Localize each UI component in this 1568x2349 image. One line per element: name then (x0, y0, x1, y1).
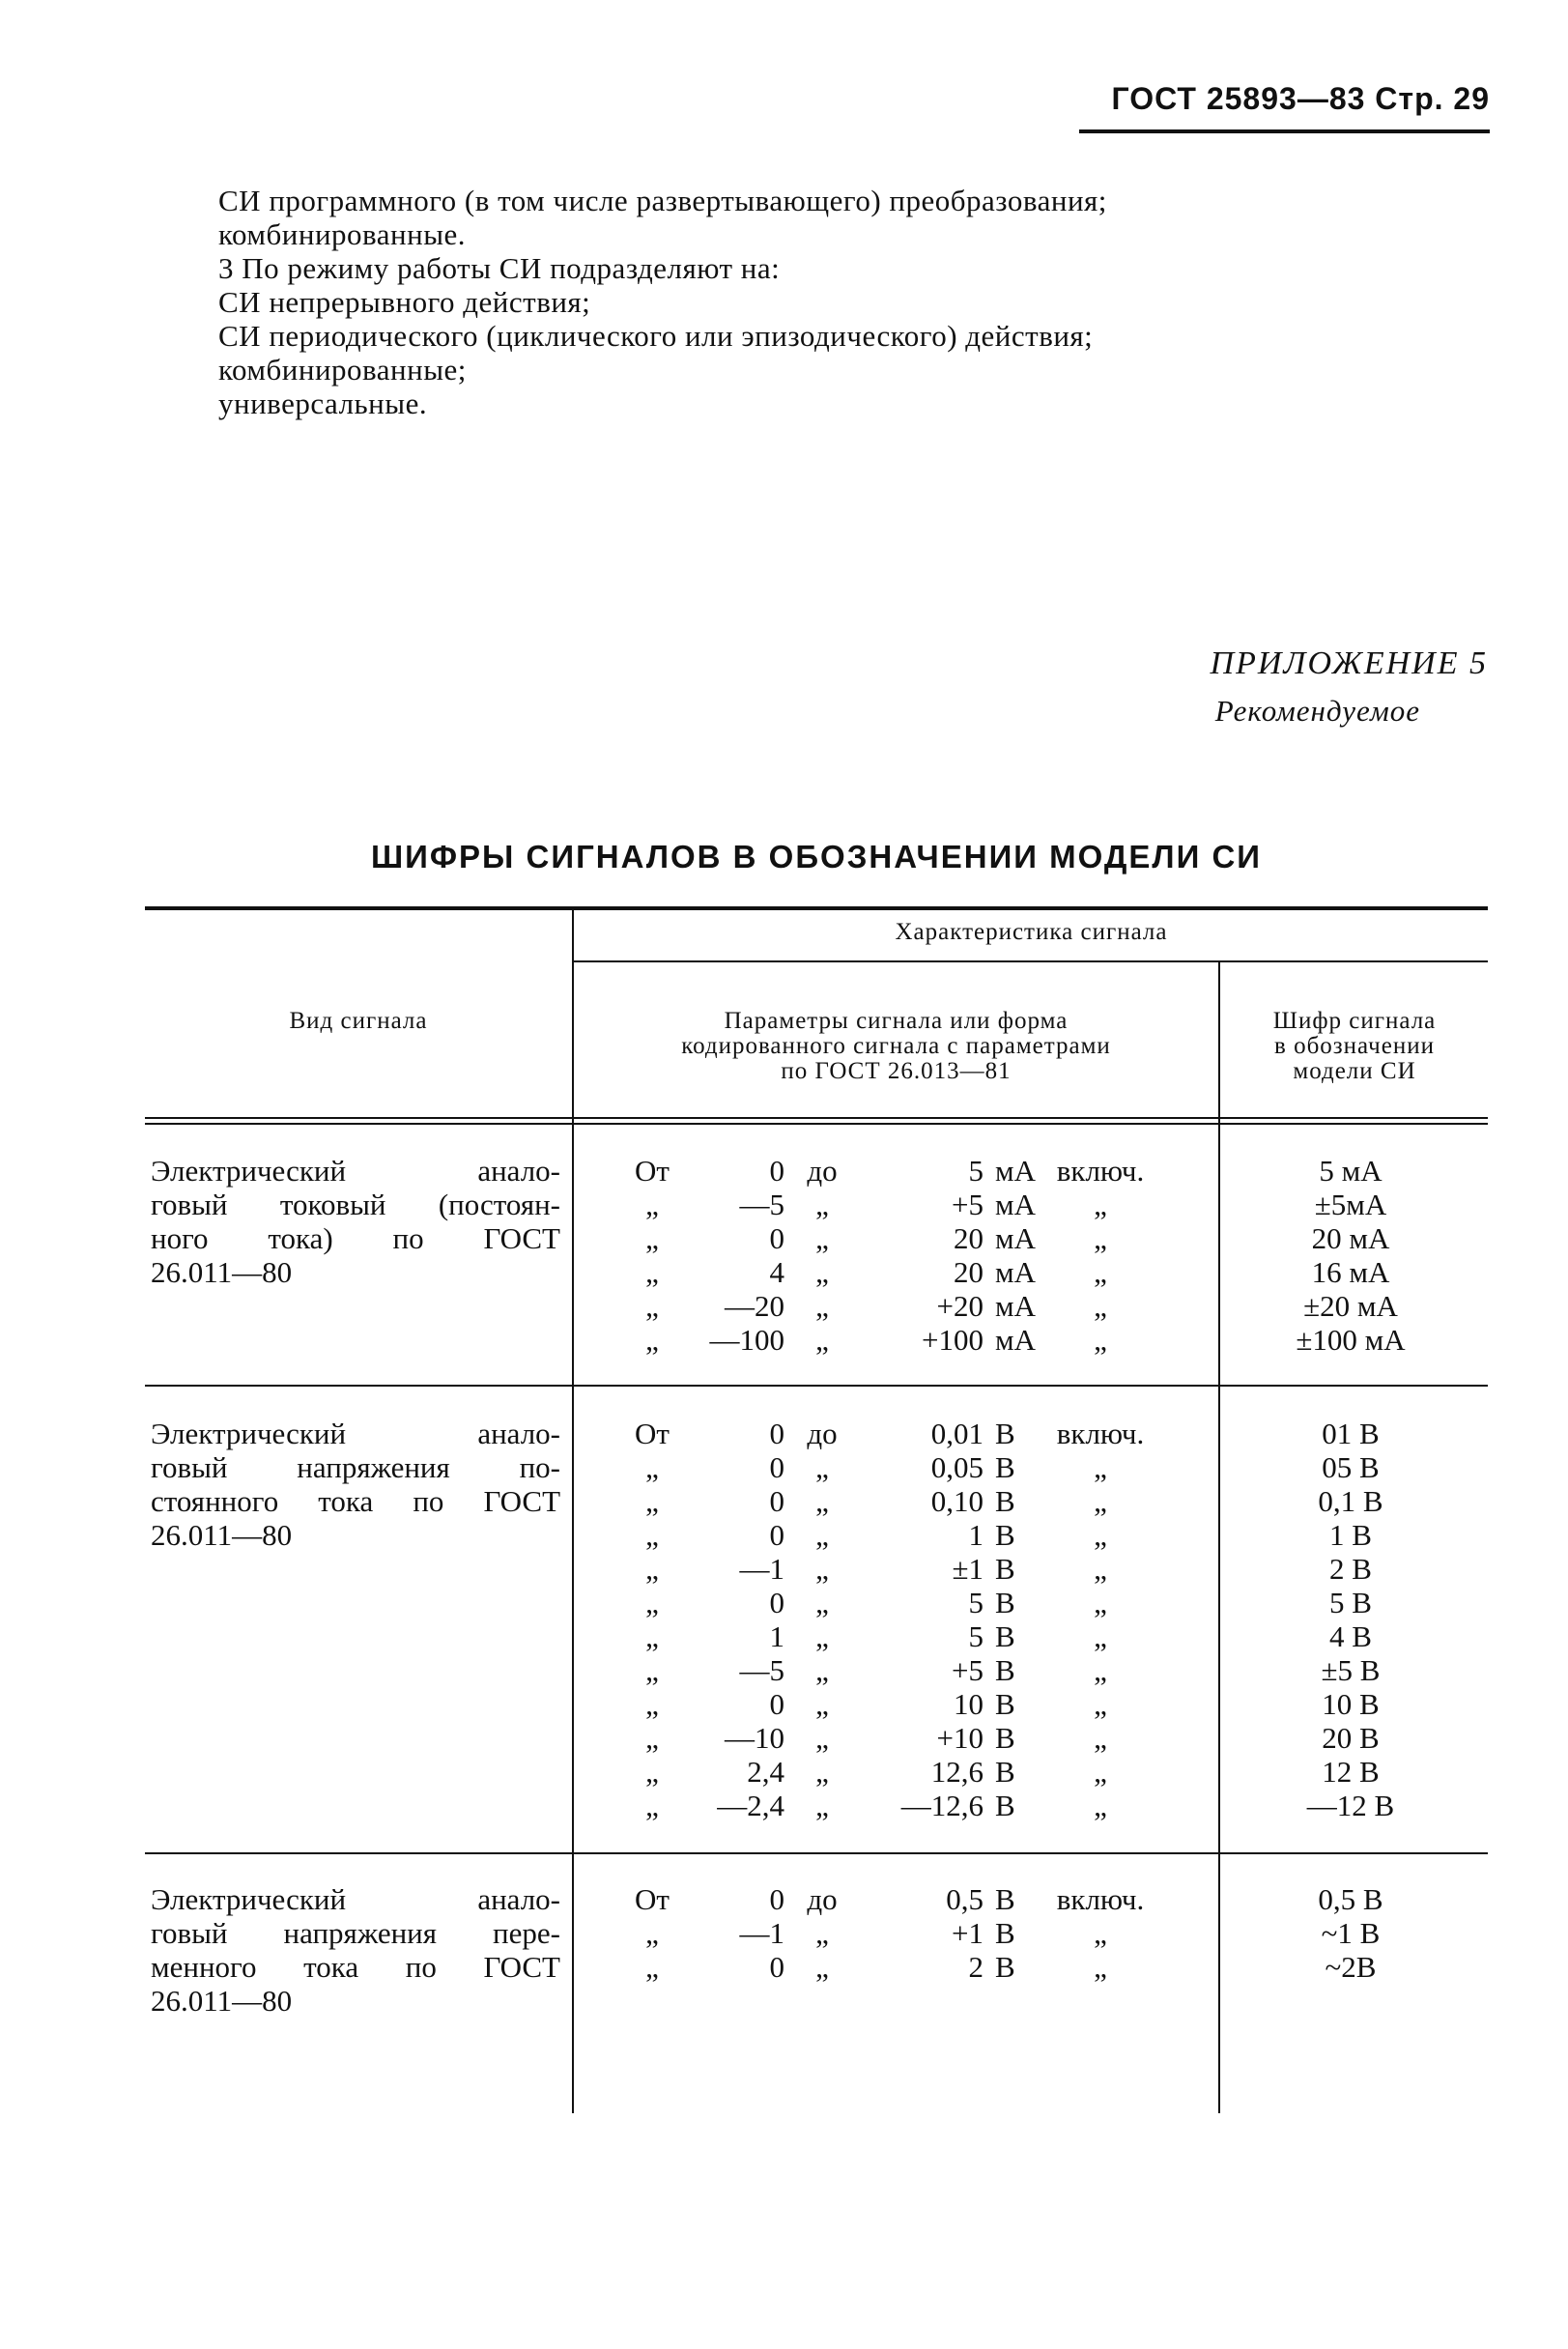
param-unit: мА (995, 1188, 1037, 1221)
param-to: „ (815, 1484, 829, 1518)
param-b: +5 (952, 1653, 984, 1687)
param-b: +20 (936, 1289, 984, 1323)
intro-line: СИ программного (в том числе развертывающего) преобразования; (218, 184, 1107, 217)
param-a: 1 (769, 1619, 784, 1653)
param-to: „ (815, 1586, 829, 1619)
param-from: „ (645, 1289, 659, 1323)
signal-code: 5 В (1329, 1586, 1372, 1619)
signal-param-row (0, 1721, 1217, 1755)
signal-param-row (0, 1882, 1217, 1916)
param-b: 5 (968, 1154, 984, 1188)
signal-code: ~2В (1325, 1950, 1377, 1984)
param-unit: В (995, 1687, 1015, 1721)
param-a: 0 (769, 1882, 784, 1916)
param-to: „ (815, 1450, 829, 1484)
param-from: От (635, 1154, 670, 1188)
param-unit: В (995, 1586, 1015, 1619)
param-inc: включ. (1056, 1417, 1145, 1450)
param-from: „ (645, 1484, 659, 1518)
signal-code: 0,1 В (1318, 1484, 1383, 1518)
param-a: —5 (739, 1188, 784, 1221)
signal-param-row (0, 1653, 1217, 1687)
header-code-line: в обозначении (1274, 1033, 1435, 1059)
param-unit: В (995, 1916, 1015, 1950)
param-inc: „ (1094, 1188, 1107, 1221)
appendix-title: ПРИЛОЖЕНИЕ 5 (1210, 645, 1488, 681)
signal-kind-line: говый напряжения по- (151, 1450, 560, 1484)
param-to: до (807, 1154, 838, 1188)
param-to: „ (815, 1221, 829, 1255)
param-b: 20 (954, 1221, 984, 1255)
param-from: „ (645, 1755, 659, 1789)
param-to: „ (815, 1619, 829, 1653)
signal-code: 20 мА (1311, 1221, 1390, 1255)
param-to: „ (815, 1552, 829, 1586)
param-inc: „ (1094, 1950, 1107, 1984)
param-to: до (807, 1417, 838, 1450)
param-from: „ (645, 1552, 659, 1586)
table-top-rule (145, 906, 1488, 910)
signal-code: 5 мА (1319, 1154, 1383, 1188)
param-unit: В (995, 1518, 1015, 1552)
signal-kind-line: Электрический анало- (151, 1154, 560, 1188)
param-a: 0 (769, 1687, 784, 1721)
signal-param-row (0, 1586, 1217, 1619)
intro-line: комбинированные; (218, 353, 467, 387)
param-to: „ (815, 1916, 829, 1950)
param-unit: В (995, 1755, 1015, 1789)
signal-kind-line: говый токовый (постоян- (151, 1188, 560, 1221)
header-params (580, 1009, 1212, 1084)
param-inc: „ (1094, 1721, 1107, 1755)
param-b: 0,5 (946, 1882, 984, 1916)
param-inc: включ. (1056, 1154, 1145, 1188)
param-to: „ (815, 1518, 829, 1552)
param-a: —100 (709, 1323, 784, 1357)
signal-param-row (0, 1619, 1217, 1653)
param-unit: мА (995, 1289, 1037, 1323)
param-to: „ (815, 1188, 829, 1221)
param-unit: мА (995, 1323, 1037, 1357)
param-from: От (635, 1417, 670, 1450)
param-inc: „ (1094, 1619, 1107, 1653)
signal-param-row (0, 1417, 1217, 1450)
param-a: 4 (769, 1255, 784, 1289)
param-unit: В (995, 1450, 1015, 1484)
param-from: „ (645, 1518, 659, 1552)
signal-kind-line: стоянного тока по ГОСТ (151, 1484, 560, 1518)
signal-code: 4 В (1329, 1619, 1372, 1653)
param-from: „ (645, 1653, 659, 1687)
param-inc: „ (1094, 1653, 1107, 1687)
param-to: „ (815, 1323, 829, 1357)
signal-kind-line: говый напряжения пере- (151, 1916, 560, 1950)
param-b: 5 (968, 1586, 984, 1619)
param-b: 0,05 (930, 1450, 984, 1484)
param-from: „ (645, 1188, 659, 1221)
param-to: „ (815, 1950, 829, 1984)
param-from: „ (645, 1323, 659, 1357)
signal-code: ±20 мА (1303, 1289, 1398, 1323)
signal-code: ~1 В (1321, 1916, 1381, 1950)
param-inc: „ (1094, 1289, 1107, 1323)
param-b: 20 (954, 1255, 984, 1289)
param-a: —1 (739, 1552, 784, 1586)
param-b: —12,6 (900, 1789, 984, 1822)
signal-kind-line: Электрический анало- (151, 1417, 560, 1450)
signal-param-row (0, 1484, 1217, 1518)
param-from: От (635, 1882, 670, 1916)
signal-kind-line: 26.011—80 (151, 1255, 293, 1289)
intro-line: 3 По режиму работы СИ подразделяют на: (218, 251, 781, 285)
signal-kind-line: 26.011—80 (151, 1518, 293, 1552)
param-inc: „ (1094, 1221, 1107, 1255)
col-divider-code (1218, 962, 1220, 2113)
header-kind: Вид сигнала (289, 1008, 428, 1034)
param-b: +100 (922, 1323, 984, 1357)
param-a: 0 (769, 1450, 784, 1484)
signal-code: ±5мА (1314, 1188, 1387, 1221)
signal-kind-line: 26.011—80 (151, 1984, 293, 2018)
signal-code: 1 В (1329, 1518, 1372, 1552)
param-a: 0 (769, 1154, 784, 1188)
signal-code: ±5 В (1321, 1653, 1381, 1687)
param-a: —20 (725, 1289, 784, 1323)
param-from: „ (645, 1255, 659, 1289)
param-unit: мА (995, 1255, 1037, 1289)
char-header-rule (573, 960, 1488, 962)
group-divider (145, 1385, 1488, 1387)
signal-code: 2 В (1329, 1552, 1372, 1586)
param-from: „ (645, 1221, 659, 1255)
param-b: 12,6 (930, 1755, 984, 1789)
param-unit: мА (995, 1221, 1037, 1255)
param-inc: „ (1094, 1552, 1107, 1586)
signal-param-row (0, 1552, 1217, 1586)
param-to: „ (815, 1289, 829, 1323)
param-a: 0 (769, 1518, 784, 1552)
signal-code: 16 мА (1311, 1255, 1390, 1289)
signal-code: —12 В (1306, 1789, 1395, 1822)
signal-param-row (0, 1450, 1217, 1484)
intro-line: универсальные. (218, 387, 428, 420)
param-from: „ (645, 1789, 659, 1822)
header-bottom-rule-2 (145, 1123, 1488, 1125)
signal-param-row (0, 1789, 1217, 1822)
header-code-line: модели СИ (1293, 1058, 1416, 1084)
param-a: 2,4 (747, 1755, 784, 1789)
param-inc: „ (1094, 1255, 1107, 1289)
signal-param-row (0, 1518, 1217, 1552)
header-params-line: Параметры сигнала или форма (724, 1008, 1069, 1034)
param-inc: „ (1094, 1687, 1107, 1721)
header-params-line: кодированного сигнала с параметрами (681, 1033, 1111, 1059)
signal-param-row (0, 1289, 1217, 1323)
param-to: „ (815, 1721, 829, 1755)
param-b: 5 (968, 1619, 984, 1653)
signal-param-row (0, 1916, 1217, 1950)
param-inc: „ (1094, 1755, 1107, 1789)
intro-line: СИ непрерывного действия; (218, 285, 591, 319)
param-to: до (807, 1882, 838, 1916)
signal-code: 10 В (1322, 1687, 1380, 1721)
intro-line: комбинированные. (218, 217, 467, 251)
param-unit: В (995, 1552, 1015, 1586)
param-b: 2 (968, 1950, 984, 1984)
param-to: „ (815, 1755, 829, 1789)
param-unit: В (995, 1653, 1015, 1687)
param-a: 0 (769, 1586, 784, 1619)
param-from: „ (645, 1721, 659, 1755)
param-to: „ (815, 1687, 829, 1721)
param-inc: „ (1094, 1450, 1107, 1484)
param-b: +1 (952, 1916, 984, 1950)
param-unit: В (995, 1619, 1015, 1653)
signal-param-row (0, 1950, 1217, 1984)
group-divider (145, 1852, 1488, 1854)
param-inc: „ (1094, 1323, 1107, 1357)
param-b: 10 (954, 1687, 984, 1721)
table-title: ШИФРЫ СИГНАЛОВ В ОБОЗНАЧЕНИИ МОДЕЛИ СИ (370, 839, 1263, 874)
param-a: 0 (769, 1950, 784, 1984)
param-to: „ (815, 1653, 829, 1687)
param-a: —1 (739, 1916, 784, 1950)
param-from: „ (645, 1950, 659, 1984)
param-from: „ (645, 1687, 659, 1721)
param-a: 0 (769, 1484, 784, 1518)
param-unit: В (995, 1950, 1015, 1984)
intro-line: СИ периодического (циклического или эпизодического) действия; (218, 319, 1094, 353)
param-inc: „ (1094, 1586, 1107, 1619)
param-b: +10 (936, 1721, 984, 1755)
signal-kind-line: ного тока) по ГОСТ (151, 1221, 560, 1255)
header-bottom-rule (145, 1117, 1488, 1119)
param-b: +5 (952, 1188, 984, 1221)
signal-code: 20 В (1322, 1721, 1380, 1755)
param-inc: „ (1094, 1518, 1107, 1552)
header-code-line: Шифр сигнала (1272, 1008, 1437, 1034)
param-inc: „ (1094, 1789, 1107, 1822)
param-inc: „ (1094, 1916, 1107, 1950)
param-unit: мА (995, 1154, 1037, 1188)
signal-param-row (0, 1687, 1217, 1721)
header-rule (1079, 129, 1490, 133)
param-unit: В (995, 1721, 1015, 1755)
appendix-subtitle: Рекомендуемое (1214, 694, 1420, 728)
param-to: „ (815, 1789, 829, 1822)
signal-code: 05 В (1322, 1450, 1380, 1484)
signal-code: 01 В (1322, 1417, 1380, 1450)
param-from: „ (645, 1586, 659, 1619)
param-inc: „ (1094, 1484, 1107, 1518)
signal-param-row (0, 1255, 1217, 1289)
header-code (1225, 1009, 1484, 1084)
signal-kind-line: менного тока по ГОСТ (151, 1950, 560, 1984)
param-b: ±1 (952, 1552, 984, 1586)
header-characteristic: Характеристика сигнала (895, 919, 1168, 945)
signal-code: 0,5 В (1318, 1882, 1383, 1916)
signal-code: ±100 мА (1296, 1323, 1406, 1357)
signal-param-row (0, 1755, 1217, 1789)
header-params-line: по ГОСТ 26.013—81 (781, 1058, 1012, 1084)
param-to: „ (815, 1255, 829, 1289)
param-inc: включ. (1056, 1882, 1145, 1916)
signal-param-row (0, 1188, 1217, 1221)
param-from: „ (645, 1450, 659, 1484)
signal-param-row (0, 1154, 1217, 1188)
page-header: ГОСТ 25893—83 Стр. 29 (1111, 81, 1490, 116)
param-unit: В (995, 1789, 1015, 1822)
param-from: „ (645, 1619, 659, 1653)
intro-text (218, 184, 1474, 420)
param-a: 0 (769, 1417, 784, 1450)
param-unit: В (995, 1484, 1015, 1518)
signal-kind-line: Электрический анало- (151, 1882, 560, 1916)
signal-code: 12 В (1322, 1755, 1380, 1789)
param-unit: В (995, 1417, 1015, 1450)
param-a: 0 (769, 1221, 784, 1255)
signal-param-row (0, 1323, 1217, 1357)
param-from: „ (645, 1916, 659, 1950)
param-unit: В (995, 1882, 1015, 1916)
param-a: —5 (739, 1653, 784, 1687)
param-b: 0,10 (930, 1484, 984, 1518)
param-a: —10 (725, 1721, 784, 1755)
param-b: 0,01 (930, 1417, 984, 1450)
signal-param-row (0, 1221, 1217, 1255)
param-b: 1 (968, 1518, 984, 1552)
param-a: —2,4 (717, 1789, 784, 1822)
